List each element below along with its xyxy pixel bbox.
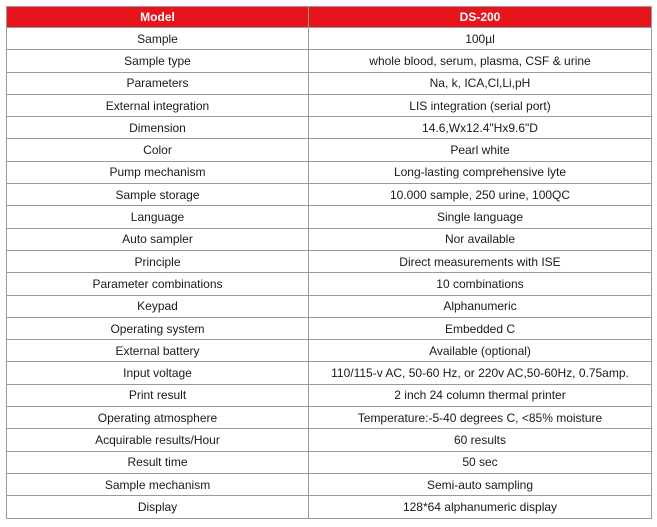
spec-label: Principle <box>7 250 309 272</box>
table-row <box>7 139 652 161</box>
spec-value: 10.000 sample, 250 urine, 100QC <box>309 184 652 206</box>
spec-label: Language <box>7 206 309 228</box>
spec-value: 60 results <box>309 429 652 451</box>
spec-value: Embedded C <box>309 317 652 339</box>
table-row <box>7 407 652 429</box>
spec-label: Acquirable results/Hour <box>7 429 309 451</box>
spec-value: 128*64 alphanumeric display <box>309 496 652 518</box>
table-row <box>7 250 652 272</box>
table-row <box>7 451 652 473</box>
spec-body <box>7 28 652 519</box>
spec-label: Result time <box>7 451 309 473</box>
table-row <box>7 184 652 206</box>
spec-value: 2 inch 24 column thermal printer <box>309 384 652 406</box>
table-row <box>7 28 652 50</box>
table-row <box>7 340 652 362</box>
table-row <box>7 273 652 295</box>
spec-label: Sample <box>7 28 309 50</box>
table-row <box>7 473 652 495</box>
table-row <box>7 94 652 116</box>
spec-value: Semi-auto sampling <box>309 473 652 495</box>
spec-value: Temperature:-5-40 degrees C, <85% moisture <box>309 407 652 429</box>
spec-value: 10 combinations <box>309 273 652 295</box>
spec-label: Operating atmosphere <box>7 407 309 429</box>
spec-value: 110/115-v AC, 50-60 Hz, or 220v AC,50-60Hz, 0.75amp. <box>309 362 652 384</box>
spec-label: Keypad <box>7 295 309 317</box>
table-row <box>7 496 652 518</box>
header-model-value: DS-200 <box>309 7 652 28</box>
spec-label: Auto sampler <box>7 228 309 250</box>
spec-label: External battery <box>7 340 309 362</box>
spec-value: Alphanumeric <box>309 295 652 317</box>
spec-label: Color <box>7 139 309 161</box>
table-row <box>7 429 652 451</box>
table-row <box>7 295 652 317</box>
spec-label: Sample mechanism <box>7 473 309 495</box>
spec-label: Sample type <box>7 50 309 72</box>
spec-value: Na, k, ICA,Cl,Li,pH <box>309 72 652 94</box>
spec-label: Display <box>7 496 309 518</box>
spec-label: Sample storage <box>7 184 309 206</box>
header-row <box>7 7 652 28</box>
spec-value: whole blood, serum, plasma, CSF & urine <box>309 50 652 72</box>
spec-label: Parameters <box>7 72 309 94</box>
spec-table <box>6 6 652 519</box>
spec-value: 100µl <box>309 28 652 50</box>
spec-value: Single language <box>309 206 652 228</box>
header-model: Model <box>7 7 309 28</box>
table-row <box>7 72 652 94</box>
spec-value: Available (optional) <box>309 340 652 362</box>
table-row <box>7 206 652 228</box>
table-row <box>7 384 652 406</box>
table-row <box>7 50 652 72</box>
spec-value: Long-lasting comprehensive lyte <box>309 161 652 183</box>
spec-label: Dimension <box>7 117 309 139</box>
spec-label: External integration <box>7 94 309 116</box>
table-row <box>7 228 652 250</box>
spec-label: Print result <box>7 384 309 406</box>
spec-label: Operating system <box>7 317 309 339</box>
table-row <box>7 362 652 384</box>
spec-value: Nor available <box>309 228 652 250</box>
spec-label: Pump mechanism <box>7 161 309 183</box>
spec-label: Parameter combinations <box>7 273 309 295</box>
spec-value: 14.6,Wx12.4"Hx9.6"D <box>309 117 652 139</box>
spec-label: Input voltage <box>7 362 309 384</box>
table-row <box>7 161 652 183</box>
table-row <box>7 317 652 339</box>
spec-value: Pearl white <box>309 139 652 161</box>
table-row <box>7 117 652 139</box>
spec-value: 50 sec <box>309 451 652 473</box>
spec-value: LIS integration (serial port) <box>309 94 652 116</box>
spec-value: Direct measurements with ISE <box>309 250 652 272</box>
